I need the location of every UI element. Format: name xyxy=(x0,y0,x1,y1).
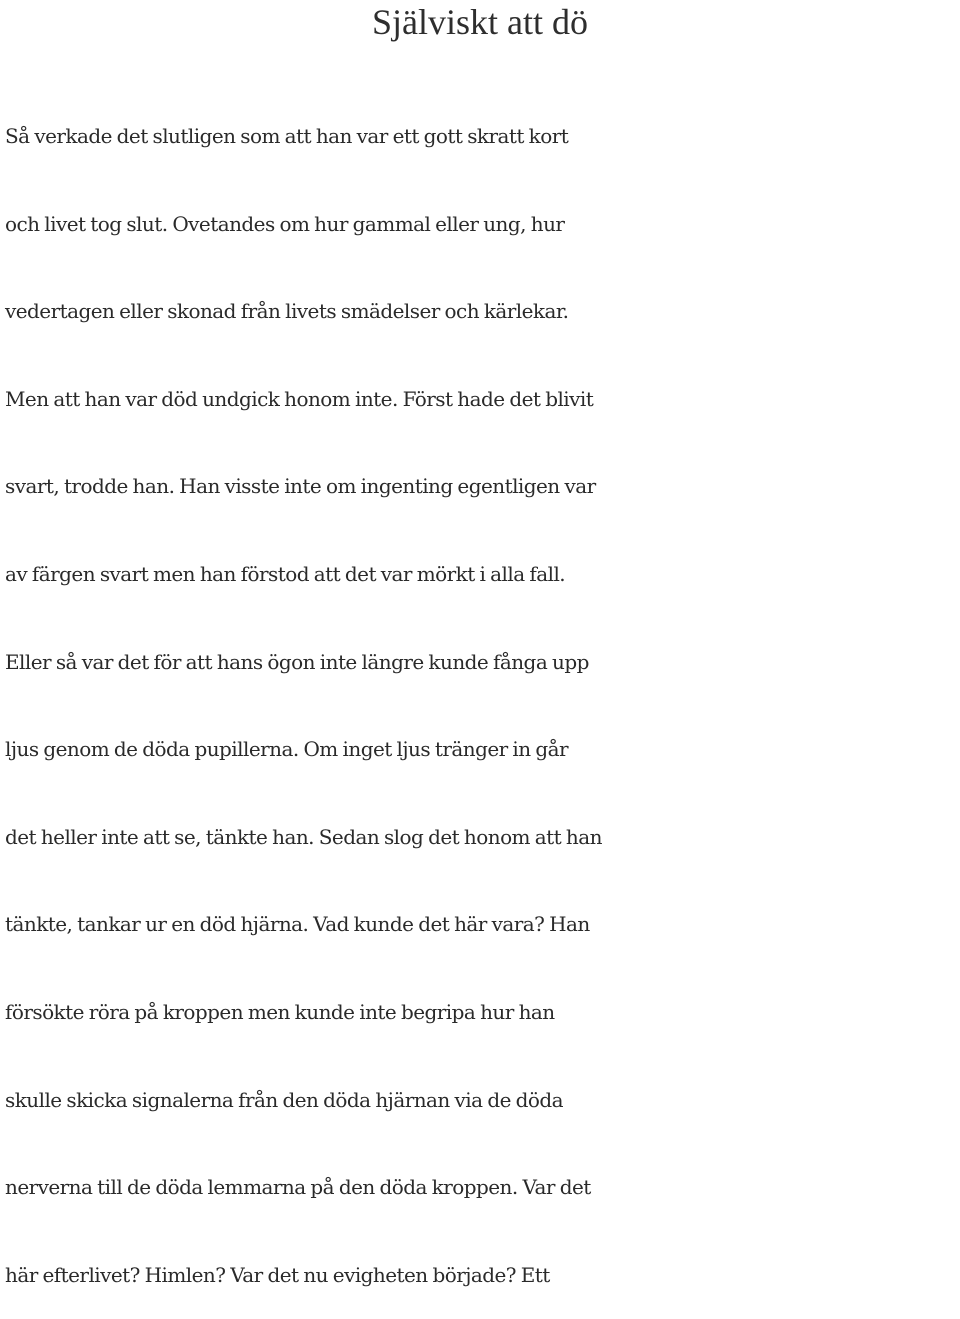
text-line: svart, trodde han. Han visste inte om ingenting egentligen var xyxy=(5,474,596,499)
body-paragraph xyxy=(5,93,960,1319)
text-line: och livet tog slut. Ovetandes om hur gammal eller ung, hur xyxy=(5,211,565,236)
text-line: tänkte, tankar ur en död hjärna. Vad kunde det här vara? Han xyxy=(5,912,590,937)
text-line: ljus genom de döda pupillerna. Om inget ljus tränger in går xyxy=(5,737,569,762)
text-line: Eller så var det för att hans ögon inte längre kunde fånga upp xyxy=(5,649,589,674)
document-title: Själviskt att dö xyxy=(372,2,588,42)
text-line: Så verkade det slutligen som att han var ett gott skratt kort xyxy=(5,124,569,148)
text-line: skulle skicka signalerna från den döda hjärnan via de döda xyxy=(5,1087,564,1112)
text-line: nerverna till de döda lemmarna på den döda kroppen. Var det xyxy=(5,1175,591,1200)
text-line: vedertagen eller skonad från livets smädelser och kärlekar. xyxy=(5,299,569,324)
text-line: det heller inte att se, tänkte han. Sedan slog det honom att han xyxy=(5,824,602,849)
text-line: försökte röra på kroppen men kunde inte begripa hur han xyxy=(5,999,555,1024)
text-line: här efterlivet? Himlen? Var det nu evigheten började? Ett xyxy=(5,1262,550,1287)
text-line: av färgen svart men han förstod att det var mörkt i alla fall. xyxy=(5,561,566,586)
text-line: Men att han var död undgick honom inte. Först hade det blivit xyxy=(5,386,594,411)
